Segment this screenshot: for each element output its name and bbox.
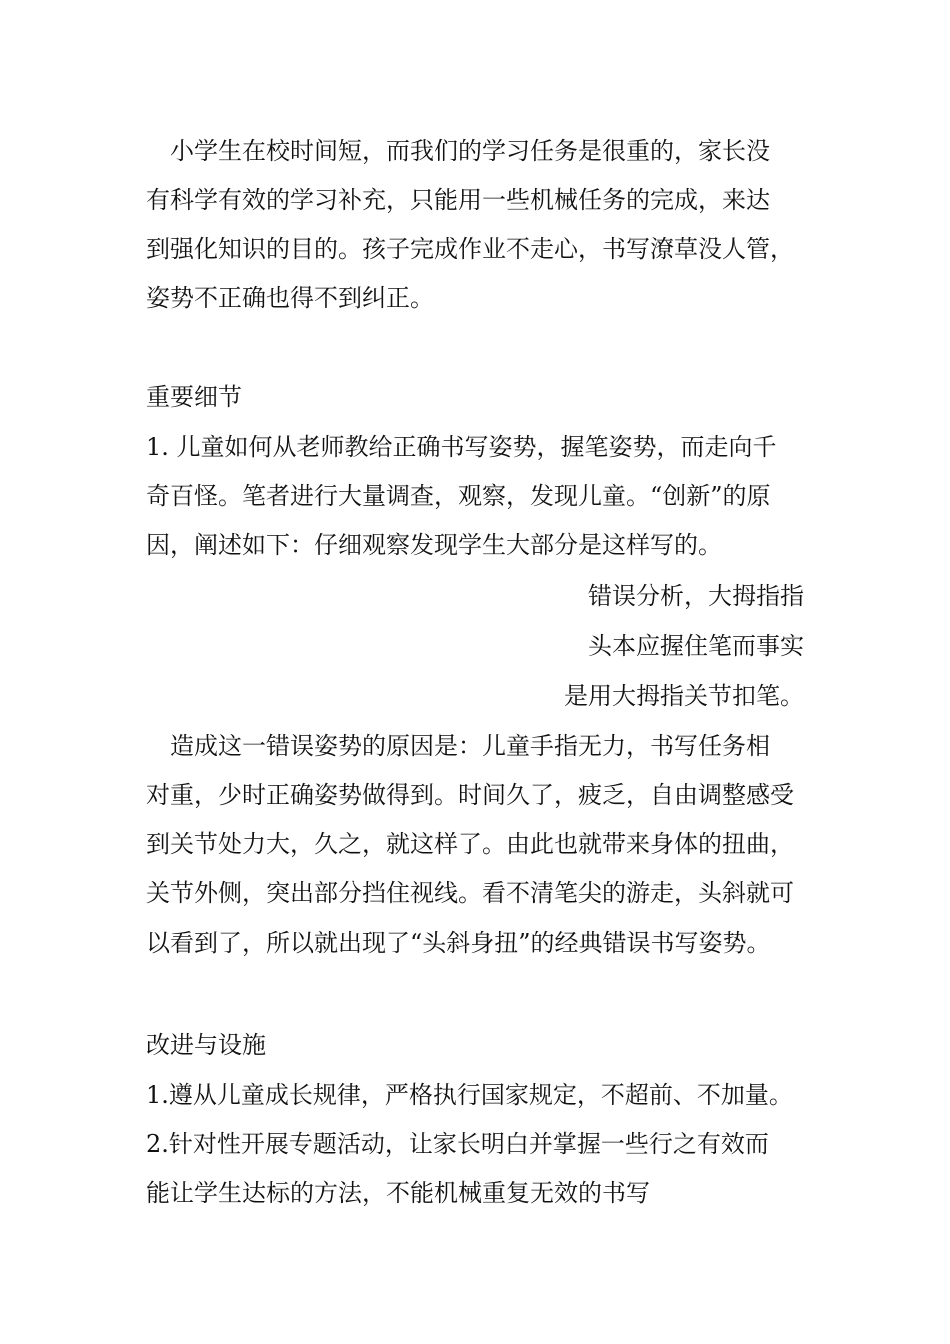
cause-line-5: 以看到了，所以就出现了“头斜身扭”的经典错误书写姿势。: [146, 929, 771, 957]
section-heading-details: 重要细节: [146, 383, 242, 411]
caption-line-3: 是用大拇指关节扣笔。: [564, 682, 804, 710]
cause-line-2: 对重，少时正确姿势做得到。时间久了，疲乏，自由调整感受: [146, 781, 794, 809]
cause-line-1: 造成这一错误姿势的原因是：儿童手指无力，书写任务相: [170, 732, 770, 760]
improve-line-3: 能让学生达标的方法，不能机械重复无效的书写: [146, 1179, 650, 1207]
caption-line-2: 头本应握住笔而事实: [588, 632, 804, 660]
intro-line-3: 到强化知识的目的。孩子完成作业不走心，书写潦草没人管，: [146, 235, 794, 263]
cause-line-4: 关节外侧，突出部分挡住视线。看不清笔尖的游走，头斜就可: [146, 879, 794, 907]
intro-line-4: 姿势不正确也得不到纠正。: [146, 284, 434, 312]
improve-line-2: 2.针对性开展专题活动，让家长明白并掌握一些行之有效而: [146, 1130, 769, 1158]
intro-line-2: 有科学有效的学习补充，只能用一些机械任务的完成，来达: [146, 186, 770, 214]
details-line-2: 奇百怪。笔者进行大量调查，观察，发现儿童。“创新”的原: [146, 482, 771, 510]
section-heading-improve: 改进与设施: [146, 1031, 266, 1059]
improve-line-1: 1.遵从儿童成长规律，严格执行国家规定，不超前、不加量。: [146, 1081, 793, 1109]
cause-line-3: 到关节处力大，久之，就这样了。由此也就带来身体的扭曲，: [146, 830, 794, 858]
caption-line-1: 错误分析，大拇指指: [588, 582, 804, 610]
details-line-3: 因，阐述如下：仔细观察发现学生大部分是这样写的。: [146, 531, 722, 559]
intro-line-1: 小学生在校时间短，而我们的学习任务是很重的，家长没: [170, 137, 770, 165]
details-line-1: 1. 儿童如何从老师教给正确书写姿势，握笔姿势，而走向千: [146, 433, 777, 461]
